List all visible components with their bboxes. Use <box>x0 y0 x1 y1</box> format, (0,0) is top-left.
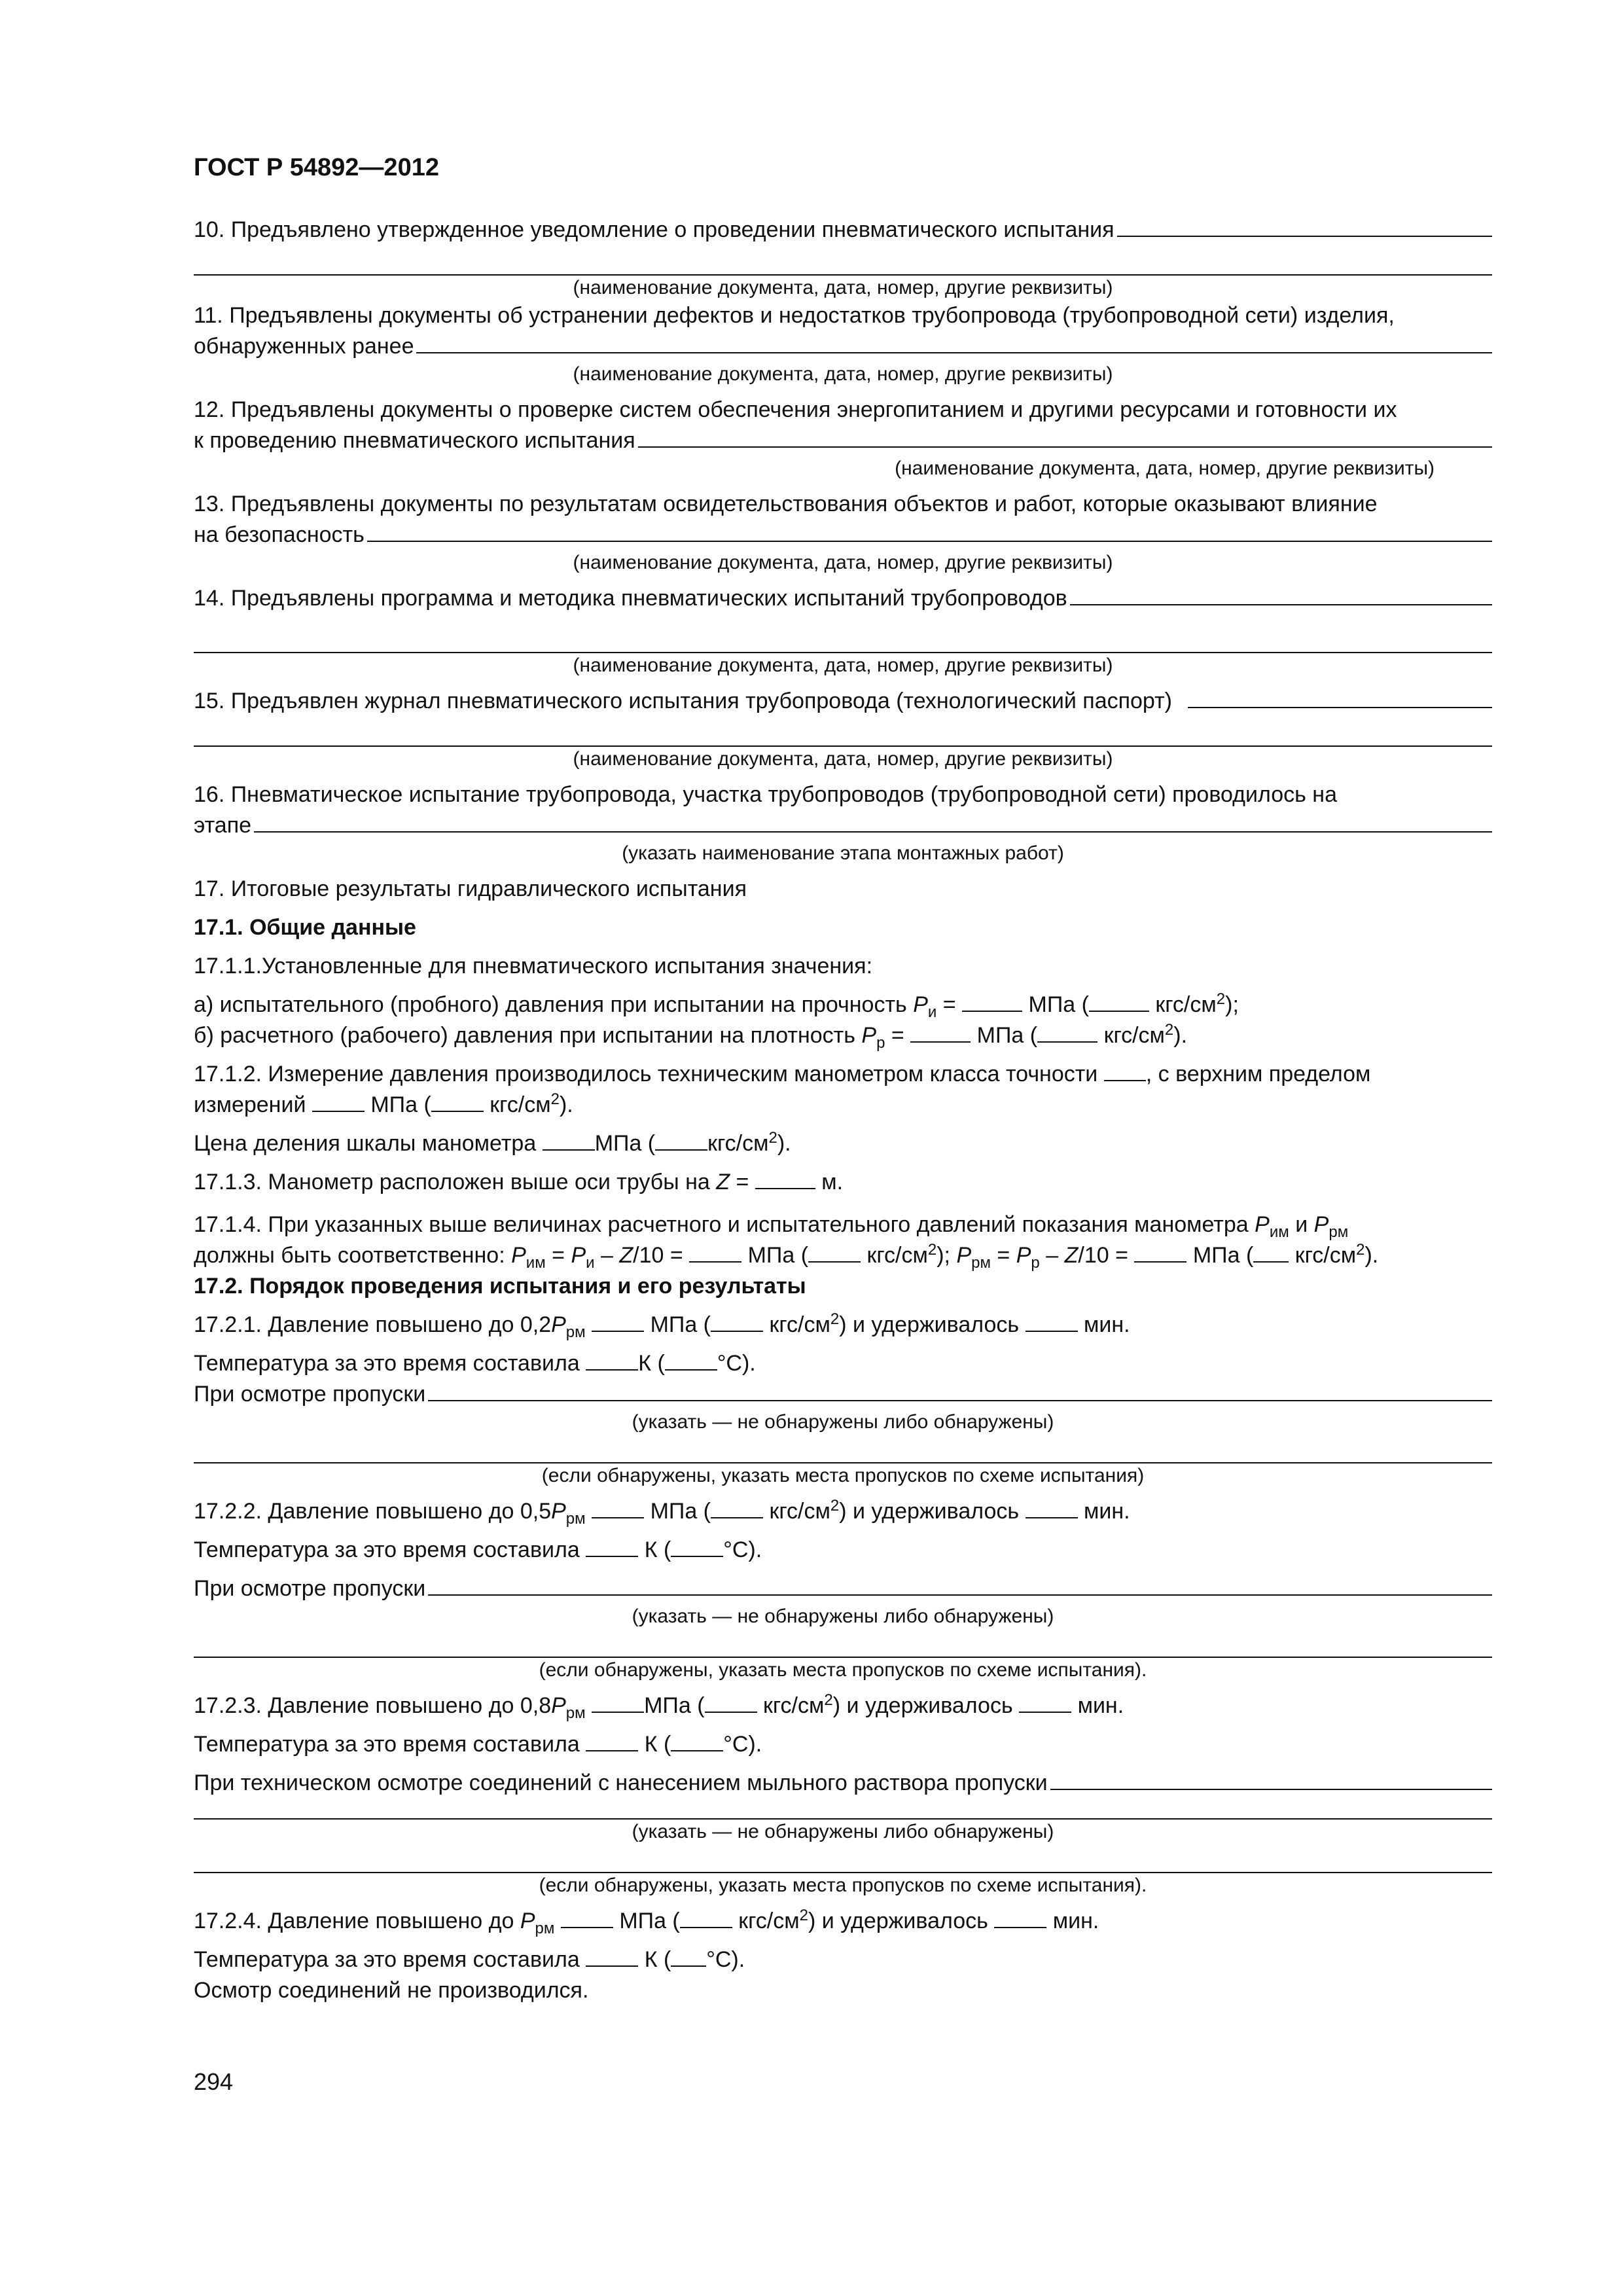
item-15-text: 15. Предъявлен журнал пневматического испытания трубопровода (технологический паспорт) <box>194 689 1172 713</box>
step3-inspect-fill[interactable] <box>1050 1769 1492 1790</box>
p-r-mpa-field[interactable] <box>910 1022 971 1043</box>
item-17: 17. Итоговые результаты гидравлического испытания <box>194 876 747 901</box>
item-10-fill[interactable] <box>1117 216 1492 237</box>
item-11-text-b: обнаруженных ранее <box>194 334 414 359</box>
step2-temp-c-field[interactable] <box>671 1536 723 1557</box>
caption-doc: (наименование документа, дата, номер, другие реквизиты) <box>573 277 1113 298</box>
step1-kgf-field[interactable] <box>711 1311 763 1332</box>
item-12-text-b: к проведению пневматического испытания <box>194 428 635 453</box>
caption-stage: (указать наименование этапа монтажных работ) <box>622 842 1064 864</box>
step1-places-rule[interactable] <box>194 1435 1492 1463</box>
item-11: 11. Предъявлены документы об устранении дефектов и недостатков трубопровода (трубопроводной сети) изделия, <box>194 303 1395 328</box>
item-11-fill[interactable] <box>416 332 1492 353</box>
item-14-fill[interactable] <box>1070 584 1492 605</box>
item-17-2-2: 17.2.2. Давление повышено до $0,5P_{рм}$ МПа ( кгс/$см^2$) и удерживалось мин. <box>194 1497 1130 1528</box>
item-15-fill[interactable] <box>1188 687 1492 708</box>
step3-temp: Температура за это время составила К ( °С). <box>194 1732 762 1757</box>
step2-min-field[interactable] <box>1026 1498 1078 1518</box>
p-r-kgf-field[interactable] <box>1037 1022 1097 1043</box>
step1-temp-k-field[interactable] <box>586 1350 638 1371</box>
item-17-2-3: 17.2.3. Давление повышено до $0,8P_{рм}$ МПа ( кгс/$см^2$) и удерживалось мин. <box>194 1691 1124 1722</box>
item-14 <box>194 583 1492 614</box>
step4-temp: Температура за это время составила К ( °С). <box>194 1947 745 1972</box>
document-header: ГОСТ Р 54892—2012 <box>194 154 439 181</box>
section-17-2: 17.2. Порядок проведения испытания и его результаты <box>194 1274 806 1299</box>
step3-inspect: При техническом осмотре соединений с нанесением мыльного раствора пропуски <box>194 1768 1492 1799</box>
caption-doc: (наименование документа, дата, номер, другие реквизиты) <box>573 363 1113 385</box>
item-17-1-3: 17.1.3. Манометр расположен выше оси трубы на Z = м. <box>194 1170 844 1194</box>
step2-temp: Температура за это время составила К ( °С). <box>194 1537 762 1562</box>
step3-found-rule[interactable] <box>194 1799 1492 1820</box>
item-10-rule[interactable] <box>194 245 1492 276</box>
scale-mpa-field[interactable] <box>543 1130 595 1151</box>
p-i-kgf-field[interactable] <box>1089 991 1149 1012</box>
caption-places: (если обнаружены, указать места пропусков по схеме испытания) <box>541 1465 1145 1486</box>
item-12-line <box>194 425 1492 456</box>
step1-min-field[interactable] <box>1026 1311 1078 1332</box>
caption-places-dot: (если обнаружены, указать места пропусков по схеме испытания). <box>539 1874 1147 1896</box>
step1-inspect-fill[interactable] <box>428 1380 1492 1401</box>
item-17-1-4: 17.1.4. При указанных выше величинах расчетного и испытательного давлений показания манометра $P_{им}$ и $P_{рм}$ <box>194 1212 1349 1241</box>
accuracy-class-field[interactable] <box>1104 1060 1146 1081</box>
item-15-rule[interactable] <box>194 717 1492 747</box>
item-17-1-1-a: а) испытательного (пробного) давления при испытании на прочность $P_и$ = МПа ( кгс/$см^2$); <box>194 990 1239 1021</box>
item-12-fill[interactable] <box>638 427 1492 448</box>
no-inspection: Осмотр соединений не производился. <box>194 1978 589 2003</box>
item-13-line <box>194 520 1492 550</box>
caption-found: (указать — не обнаружены либо обнаружены) <box>632 1411 1054 1433</box>
step2-inspect-fill[interactable] <box>428 1575 1492 1596</box>
p-rm-mpa-field[interactable] <box>1134 1242 1186 1263</box>
item-10 <box>194 215 1492 245</box>
item-12: 12. Предъявлены документы о проверке систем обеспечения энергопитанием и другими ресурсами и готовности их <box>194 397 1397 422</box>
step3-temp-k-field[interactable] <box>586 1731 638 1751</box>
step2-mpa-field[interactable] <box>592 1498 644 1518</box>
item-16: 16. Пневматическое испытание трубопровода, участка трубопроводов (трубопроводной сети) проводилось на <box>194 782 1337 807</box>
step2-kgf-field[interactable] <box>711 1498 763 1518</box>
p-rm-kgf-field[interactable] <box>1253 1242 1289 1263</box>
item-10-text: 10. Предъявлено утвержденное уведомление о проведении пневматического испытания <box>194 217 1115 242</box>
caption-doc: (наименование документа, дата, номер, другие реквизиты) <box>573 655 1113 676</box>
section-17-1: 17.1. Общие данные <box>194 915 416 940</box>
step3-places-rule[interactable] <box>194 1844 1492 1873</box>
step2-temp-k-field[interactable] <box>586 1536 638 1557</box>
item-13-fill[interactable] <box>367 521 1492 542</box>
item-17-2-1: 17.2.1. Давление повышено до $0,2P_{рм}$ МПа ( кгс/$см^2$) и удерживалось мин. <box>194 1310 1130 1341</box>
step4-temp-k-field[interactable] <box>586 1946 638 1967</box>
item-17-1-2-b: измерений МПа ( кгс/$см^2$). <box>194 1090 573 1117</box>
item-14-rule[interactable] <box>194 614 1492 653</box>
p-i-mpa-field[interactable] <box>962 991 1022 1012</box>
caption-doc: (наименование документа, дата, номер, другие реквизиты) <box>573 748 1113 770</box>
caption-found: (указать — не обнаружены либо обнаружены) <box>632 1605 1054 1627</box>
item-17-1-4-b: должны быть соответственно: $P_{им} = P_и - Z/10$ = МПа ( кгс/$см^2$); $P_{рм} = P_р - Z/10$ = МПа ( кгс/$см^2$). <box>194 1241 1379 1272</box>
step2-inspect: При осмотре пропуски <box>194 1573 1492 1604</box>
step4-min-field[interactable] <box>994 1907 1046 1928</box>
p-im-kgf-field[interactable] <box>808 1242 861 1263</box>
p-im-mpa-field[interactable] <box>689 1242 741 1263</box>
item-17-1-2: 17.1.2. Измерение давления производилось техническим манометром класса точности , с верхним пределом <box>194 1062 1371 1086</box>
upper-limit-mpa-field[interactable] <box>312 1091 365 1112</box>
item-13: 13. Предъявлены документы по результатам освидетельствования объектов и работ, которые оказывают влияние <box>194 492 1378 516</box>
item-17-1-1-b: б) расчетного (рабочего) давления при испытании на плотность $P_р$ = МПа ( кгс/$см^2$). <box>194 1021 1188 1052</box>
page-number: 294 <box>194 2068 234 2095</box>
caption-places-dot: (если обнаружены, указать места пропусков по схеме испытания). <box>539 1659 1147 1681</box>
step1-mpa-field[interactable] <box>592 1311 644 1332</box>
caption-doc: (наименование документа, дата, номер, другие реквизиты) <box>895 457 1435 479</box>
item-17-1-1: 17.1.1.Установленные для пневматического испытания значения: <box>194 954 873 978</box>
caption-doc: (наименование документа, дата, номер, другие реквизиты) <box>573 552 1113 573</box>
document-body <box>194 149 1492 2006</box>
scale-kgf-field[interactable] <box>655 1130 707 1151</box>
item-16-fill[interactable] <box>254 812 1492 833</box>
step1-temp: Температура за это время составила К ( °С). <box>194 1351 756 1376</box>
step3-kgf-field[interactable] <box>705 1692 757 1713</box>
item-16-text-b: этапе <box>194 813 252 838</box>
item-11-line <box>194 331 1492 362</box>
step2-places-rule[interactable] <box>194 1629 1492 1658</box>
z-field[interactable] <box>755 1168 815 1189</box>
item-14-text: 14. Предъявлены программа и методика пневматических испытаний трубопроводов <box>194 586 1067 611</box>
item-15 <box>194 686 1492 717</box>
upper-limit-kgf-field[interactable] <box>431 1091 484 1112</box>
scale-division: Цена деления шкалы манометра МПа ( кгс/$см^2$). <box>194 1129 791 1156</box>
item-17-2-4: 17.2.4. Давление повышено до $P_{рм}$ МПа ( кгс/$см^2$) и удерживалось мин. <box>194 1907 1099 1937</box>
item-16-line <box>194 810 1492 841</box>
step4-temp-c-field[interactable] <box>671 1946 706 1967</box>
step1-inspect: При осмотре пропуски <box>194 1379 1492 1410</box>
step4-mpa-field[interactable] <box>561 1907 613 1928</box>
step3-temp-c-field[interactable] <box>671 1731 723 1751</box>
step3-min-field[interactable] <box>1019 1692 1071 1713</box>
step3-mpa-field[interactable] <box>592 1692 644 1713</box>
step1-temp-c-field[interactable] <box>665 1350 717 1371</box>
item-13-text-b: на безопасность <box>194 522 365 547</box>
step4-kgf-field[interactable] <box>680 1907 732 1928</box>
caption-found: (указать — не обнаружены либо обнаружены) <box>632 1821 1054 1842</box>
